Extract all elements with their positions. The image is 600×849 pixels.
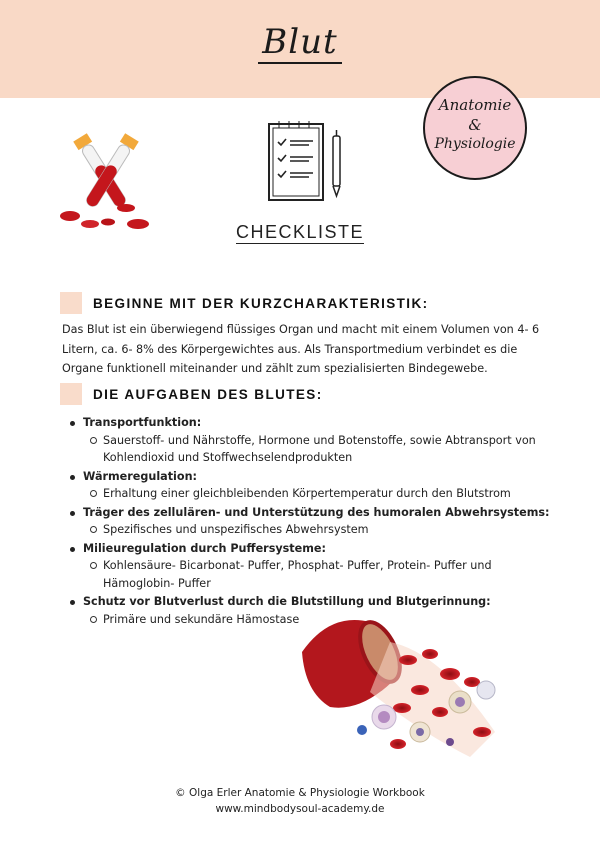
sub-item-text: Primäre und sekundäre Hämostase — [103, 612, 300, 626]
sub-item-text: Erhaltung einer gleichbleibenden Körpertemperatur durch den Blutstrom — [103, 487, 511, 500]
checklist-heading: CHECKLISTE — [235, 222, 365, 242]
list-item-title: Wärmeregulation: — [83, 469, 198, 483]
list-item-title: Schutz vor Blutverlust durch die Blutstillung und Blutgerinnung: — [83, 595, 491, 608]
sub-item-text: Kohlensäure- Bicarbonat- Puffer, Phosphat- Puffer, Protein- Puffer und Hämoglobin- Puffer — [103, 559, 492, 590]
list-item — [68, 540, 558, 593]
sub-list-item — [103, 432, 558, 467]
anatomy-physiology-badge — [423, 76, 527, 180]
checklist-clipboard-icon — [265, 118, 355, 204]
section-paragraph: Das Blut ist ein überwiegend flüssiges Organ und macht mit einem Volumen von 4- 6 Litern, ca. 6- 8% des Körpergewichtes aus. Als Transportmedium verbindet es die Organe funktionell miteinander und zählt zum spezialisierten Bindegewebe. — [62, 323, 540, 375]
badge-line-1: Anatomie — [438, 96, 512, 114]
list-item-title: Milieuregulation durch Puffersysteme: — [83, 541, 326, 555]
list-item-title: Transportfunktion: — [83, 416, 202, 429]
footer — [0, 785, 600, 817]
section-marker — [60, 383, 82, 405]
sub-list-item — [103, 485, 558, 503]
list-item — [68, 468, 558, 503]
sub-list-item — [103, 557, 558, 592]
page-title: Blut — [0, 22, 600, 62]
footer-website: www.mindbodysoul-academy.de — [215, 803, 385, 815]
list-item-title: Träger des zellulären- und Unterstützung des humoralen Abwehrsystems: — [83, 505, 550, 519]
sub-item-text: Spezifisches und unspezifisches Abwehrsystem — [103, 523, 369, 536]
blood-tubes-icon — [56, 124, 156, 234]
list-item — [68, 414, 558, 467]
footer-copyright: © Olga Erler Anatomie & Physiologie Workbook — [175, 787, 425, 799]
list-item — [68, 504, 558, 539]
section-title-kurzcharakteristik: BEGINNE MIT DER KURZCHARAKTERISTIK: — [93, 296, 429, 311]
sub-list-item — [103, 521, 558, 539]
blood-vessel-illustration — [300, 612, 500, 762]
badge-line-3: Physiologie — [434, 136, 516, 152]
sub-item-text: Sauerstoff- und Nährstoffe, Hormone und Botenstoffe, sowie Abtransport von Kohlendioxid und Stoffwechselendprodukten — [103, 433, 536, 464]
section-title-aufgaben: DIE AUFGABEN DES BLUTES: — [93, 387, 323, 402]
section-marker — [60, 292, 82, 314]
tasks-list — [68, 414, 558, 629]
badge-line-2: & — [468, 116, 482, 134]
